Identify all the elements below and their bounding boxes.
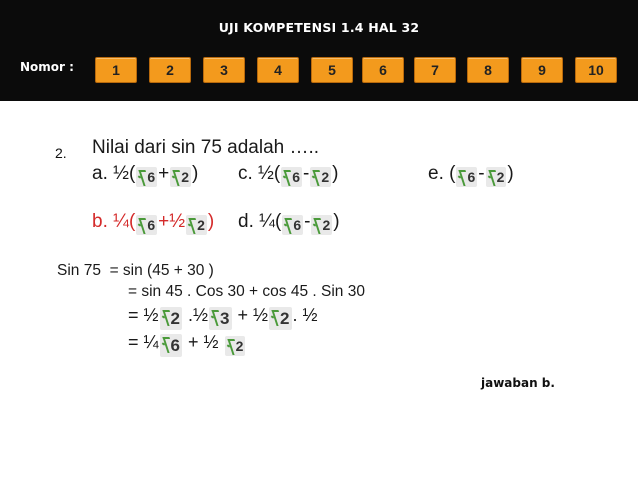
page-title: UJI KOMPETENSI 1.4 HAL 32 <box>218 20 420 35</box>
sqrt-icon: 6 <box>160 334 182 357</box>
sqrt-icon: 6 <box>136 167 157 187</box>
option-c: c. ½( 6 - 2 ) <box>238 163 339 185</box>
sqrt-icon: 2 <box>310 167 331 187</box>
nav-button-10[interactable]: 10 <box>575 57 617 83</box>
sqrt-icon: 3 <box>209 307 231 330</box>
nav-button-6[interactable]: 6 <box>362 57 404 83</box>
nav-button-8[interactable]: 8 <box>467 57 509 83</box>
work-line-3: = ½ 2 .½ 3 + ½ 2 . ½ <box>128 305 318 328</box>
question-text: Nilai dari sin 75 adalah ….. <box>92 137 320 158</box>
sqrt-icon: 2 <box>225 336 246 356</box>
work-line-4: = ¼ 6 + ½ 2 <box>128 332 244 355</box>
sqrt-icon: 6 <box>282 215 303 235</box>
work-line-2: = sin 45 . Cos 30 + cos 45 . Sin 30 <box>128 283 365 300</box>
header-bar <box>0 0 638 101</box>
sqrt-icon: 6 <box>136 215 157 235</box>
nomor-label: Nomor : <box>20 60 74 74</box>
answer-text: jawaban b. <box>481 376 555 390</box>
sqrt-icon: 2 <box>311 215 332 235</box>
sqrt-icon: 2 <box>186 215 207 235</box>
sqrt-icon: 2 <box>269 307 291 330</box>
nav-button-2[interactable]: 2 <box>149 57 191 83</box>
option-d: d. ¼( 6 - 2 ) <box>238 211 340 233</box>
work-line-1: Sin 75 = sin (45 + 30 ) <box>57 262 214 279</box>
nav-button-4[interactable]: 4 <box>257 57 299 83</box>
option-a: a. ½( 6 + 2 ) <box>92 163 199 185</box>
sqrt-icon: 2 <box>160 307 182 330</box>
nav-button-1[interactable]: 1 <box>95 57 137 83</box>
question-number: 2. <box>55 145 67 161</box>
option-b: b. ¼( 6 +½ 2 ) <box>92 211 215 233</box>
sqrt-icon: 2 <box>170 167 191 187</box>
sqrt-icon: 6 <box>281 167 302 187</box>
sqrt-icon: 2 <box>486 167 507 187</box>
nav-button-3[interactable]: 3 <box>203 57 245 83</box>
option-e: e. ( 6 - 2 ) <box>428 163 514 185</box>
nav-button-9[interactable]: 9 <box>521 57 563 83</box>
sqrt-icon: 6 <box>456 167 477 187</box>
nav-button-5[interactable]: 5 <box>311 57 353 83</box>
nav-button-7[interactable]: 7 <box>414 57 456 83</box>
